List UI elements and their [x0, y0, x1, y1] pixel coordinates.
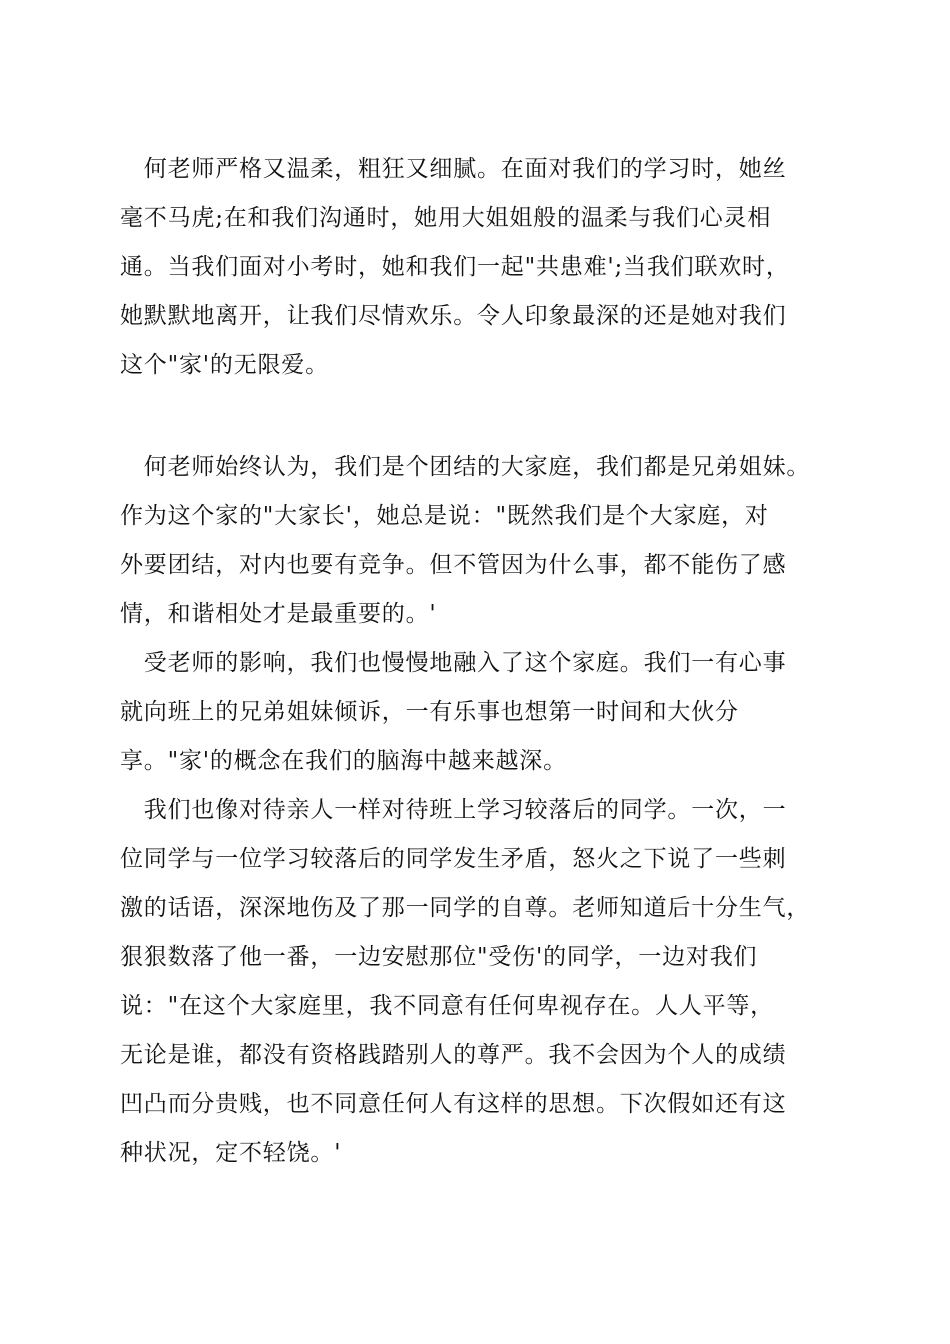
paragraph-4-line-8: 种状况，定不轻饶。'	[120, 1140, 342, 1166]
paragraph-4-line-2: 位同学与一位学习较落后的同学发生矛盾，怒火之下说了一些刺	[120, 846, 787, 872]
paragraph-3-line-1: 受老师的影响，我们也慢慢地融入了这个家庭。我们一有心事	[120, 650, 787, 676]
paragraph-1-line-3: 通。当我们面对小考时，她和我们一起"共患难';当我们联欢时，	[120, 254, 790, 280]
paragraph-2-line-4: 情，和谐相处才是最重要的。'	[120, 601, 437, 627]
paragraph-1-line-5: 这个"家'的无限爱。	[120, 352, 329, 378]
paragraph-1-line-1: 何老师严格又温柔，粗狂又细腻。在面对我们的学习时，她丝	[120, 156, 787, 182]
paragraph-2-line-1: 何老师始终认为，我们是个团结的大家庭，我们都是兄弟姐妹。	[120, 454, 811, 480]
paragraph-4-line-4: 狠狠数落了他一番，一边安慰那位"受伤'的同学，一边对我们	[120, 944, 758, 970]
paragraph-1-line-2: 毫不马虎;在和我们沟通时，她用大姐姐般的温柔与我们心灵相	[120, 205, 772, 231]
paragraph-2-line-2: 作为这个家的"大家长'，她总是说："既然我们是个大家庭，对	[120, 503, 769, 529]
paragraph-4-line-6: 无论是谁，都没有资格践踏别人的尊严。我不会因为个人的成绩	[120, 1042, 787, 1068]
paragraph-4-line-1: 我们也像对待亲人一样对待班上学习较落后的同学。一次，一	[120, 797, 787, 823]
paragraph-3-line-3: 享。"家'的概念在我们的脑海中越来越深。	[120, 748, 567, 774]
paragraph-4-line-5: 说："在这个大家庭里，我不同意有任何卑视存在。人人平等，	[120, 993, 774, 1019]
paragraph-1-line-4: 她默默地离开，让我们尽情欢乐。令人印象最深的还是她对我们	[120, 303, 787, 329]
paragraph-2-line-3: 外要团结，对内也要有竞争。但不管因为什么事，都不能伤了感	[120, 552, 787, 578]
paragraph-3-line-2: 就向班上的兄弟姐妹倾诉，一有乐事也想第一时间和大伙分	[120, 699, 739, 725]
paragraph-4-line-7: 凹凸而分贵贱，也不同意任何人有这样的思想。下次假如还有这	[120, 1091, 787, 1117]
paragraph-4-line-3: 激的话语，深深地伤及了那一同学的自尊。老师知道后十分生气，	[120, 895, 811, 921]
